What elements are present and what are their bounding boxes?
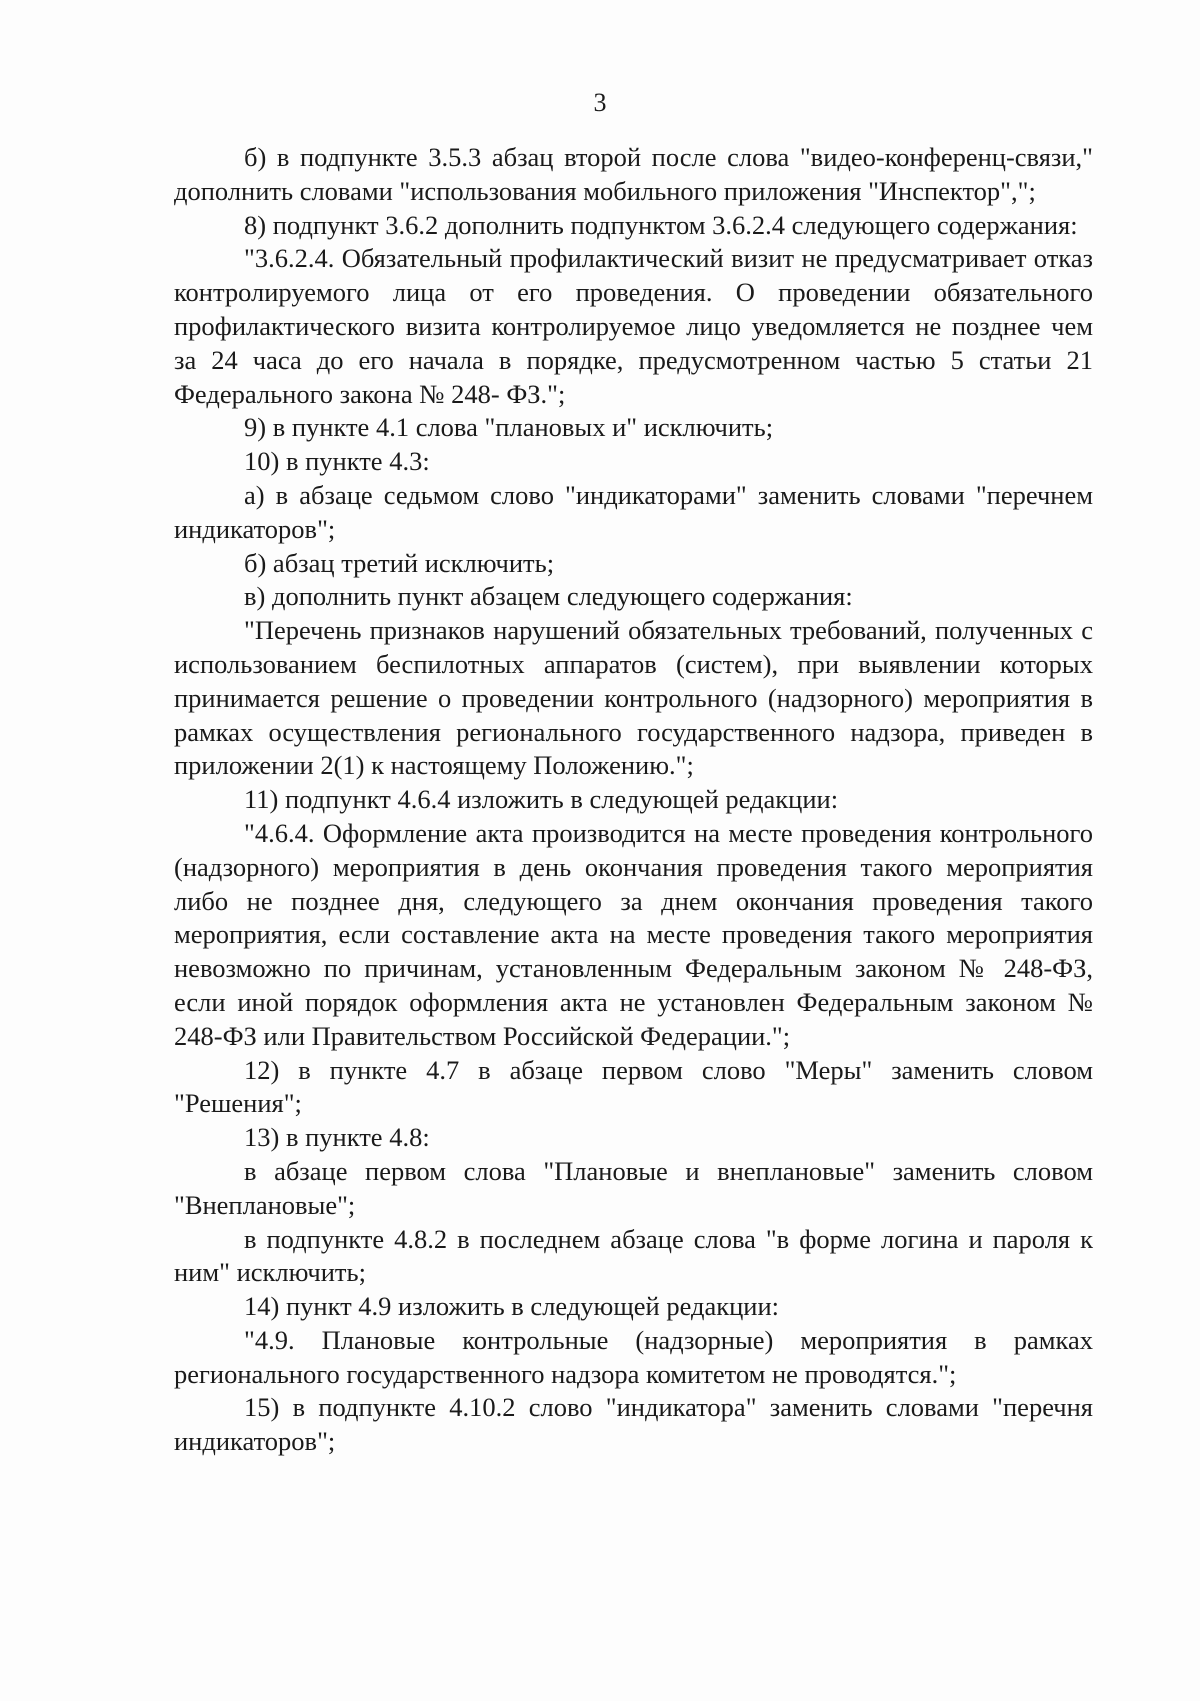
paragraph-quote-4-9: "4.9. Плановые контрольные (надзорные) мероприятия в рамках регионального государственного надзора комитетом не проводятся.";: [174, 1324, 1093, 1389]
paragraph-item-10: 10) в пункте 4.3:: [244, 446, 430, 477]
page-number: 3: [593, 88, 607, 117]
paragraph-item-13-4-8-2: в подпункте 4.8.2 в последнем абзаце слова "в форме логина и пароля к ним" исключить;: [174, 1223, 1093, 1288]
paragraph-item-10b: б) абзац третий исключить;: [244, 547, 555, 578]
paragraph-quote-list-of-signs: "Перечень признаков нарушений обязательных требований, полученных с использованием беспилотных аппаратов (систем), при выявлении которых принимается решение о проведении контрольного (надзорного) мероприятия в рамках осуществления регионального государственного надзора, приведен в приложении 2(1) к настоящему Положению.";: [174, 615, 1093, 781]
paragraph-quote-3-6-2-4: "3.6.2.4. Обязательный профилактический визит не предусматривает отказ контролируемого лица от его проведения. О проведении обязательного профилактического визита контролируемое лицо уведомляется не позднее чем за 24 часа до его начала в порядке, предусмотренном частью 5 статьи 21 Федерального закона № 248- ФЗ.";: [174, 243, 1093, 409]
paragraph-item-15: 15) в подпункте 4.10.2 слово "индикатора" заменить словами "перечня индикаторов";: [174, 1392, 1093, 1457]
paragraph-item-8: 8) подпункт 3.6.2 дополнить подпунктом 3.6.2.4 следующего содержания:: [244, 209, 1078, 240]
paragraph-item-14: 14) пункт 4.9 изложить в следующей редакции:: [244, 1291, 780, 1322]
paragraph-item-12: 12) в пункте 4.7 в абзаце первом слово "Меры" заменить словом "Решения";: [174, 1054, 1093, 1119]
paragraph-item-9: 9) в пункте 4.1 слова "плановых и" исключить;: [244, 412, 774, 443]
paragraph-quote-4-6-4: "4.6.4. Оформление акта производится на месте проведения контрольного (надзорного) мероприятия в день окончания проведения такого мероприятия либо не позднее дня, следующего за днем окончания проведения такого мероприятия, если составление акта на месте проведения такого мероприятия невозможно по причинам, установленным Федеральным законом № 248-ФЗ, если иной порядок оформления акта не установлен Федеральным законом № 248-ФЗ или Правительством Российской Федерации.";: [174, 817, 1093, 1051]
paragraph-item-10a: а) в абзаце седьмом слово "индикаторами" заменить словами "перечнем индикаторов";: [174, 479, 1093, 544]
paragraph-item-10v: в) дополнить пункт абзацем следующего содержания:: [244, 581, 853, 612]
paragraph-item-13: 13) в пункте 4.8:: [244, 1122, 430, 1153]
paragraph-item-13-first: в абзаце первом слова "Плановые и внеплановые" заменить словом "Внеплановые";: [174, 1155, 1093, 1220]
paragraph-item-11: 11) подпункт 4.6.4 изложить в следующей редакции:: [244, 784, 839, 815]
document-body: [174, 141, 1093, 1459]
paragraph-item-b-3-5-3: б) в подпункте 3.5.3 абзац второй после слова "видео-конференц-связи," дополнить словами "использования мобильного приложения "Инспектор",";: [174, 142, 1093, 206]
